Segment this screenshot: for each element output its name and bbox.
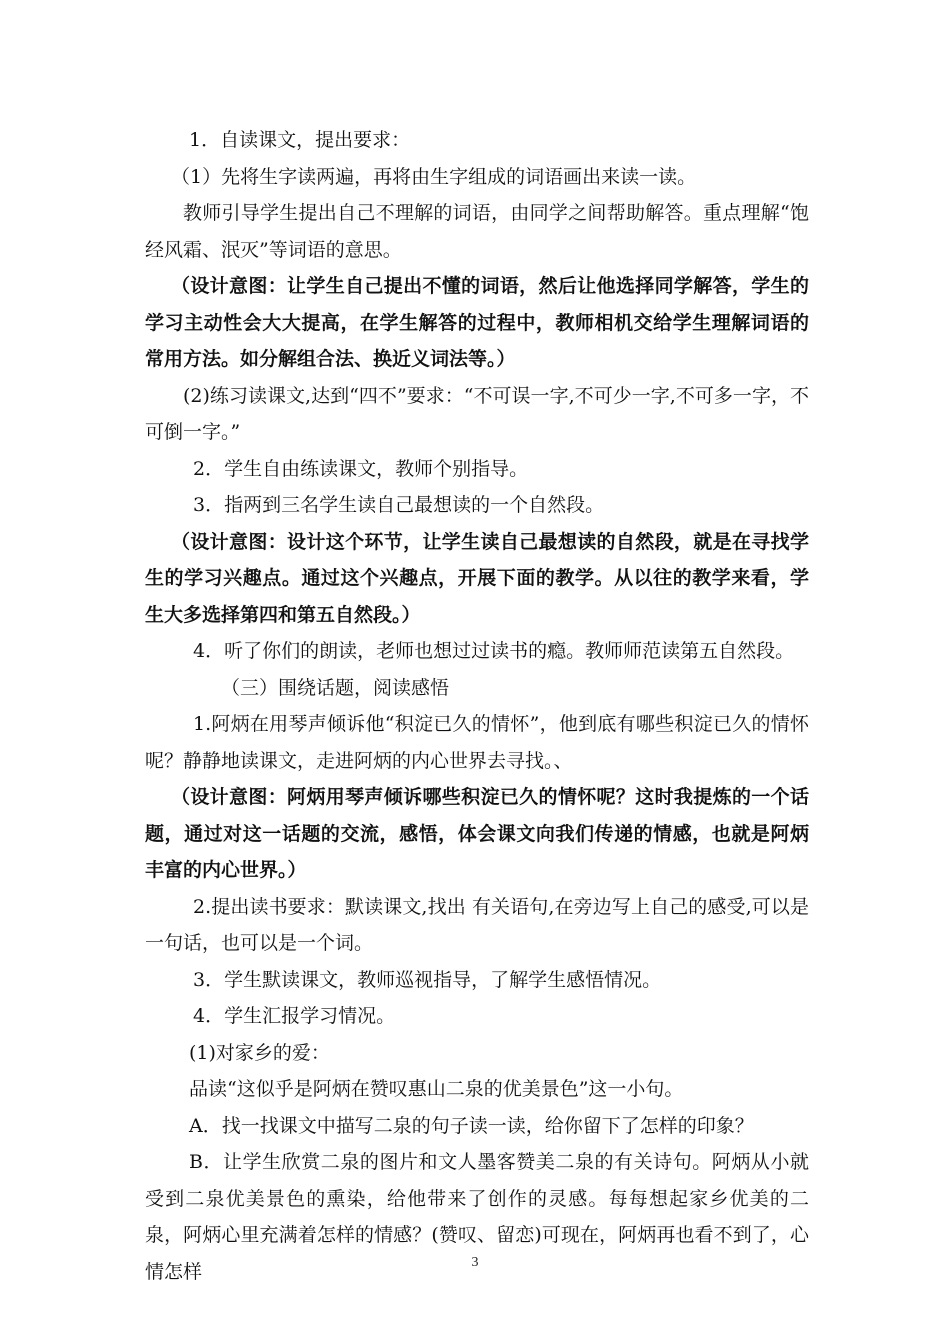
paragraph-item-b: B．让学生欣赏二泉的图片和文人墨客赞美二泉的有关诗句。阿炳从小就受到二泉优美景色的熏染，给他带来了创作的灵感。每每想起家乡优美的二泉，阿炳心里充满着怎样的情感？(赞叹、留恋)可现在，阿炳再也看不到了，心情怎样 <box>145 1151 809 1283</box>
paragraph-step-2: 2．学生自由练读课文，教师个别指导。 <box>193 457 529 480</box>
paragraph-appreciate: 品读“这似乎是阿炳在赞叹惠山二泉的优美景色”这一小句。 <box>189 1078 684 1100</box>
paragraph-topic-2: 2.提出读书要求：默读课文,找出 有关语句,在旁边写上自己的感受,可以是一句话，也可以是一个词。 <box>145 895 809 954</box>
design-intent-2: （设计意图：设计这个环节，让学生读自己最想读的自然段，就是在寻找学生的学习兴趣点。通过这个兴趣点，开展下面的教学。从以往的教学来看，学生大多选择第四和第五自然段。） <box>145 530 809 626</box>
design-intent-1: （设计意图：让学生自己提出不懂的词语，然后让他选择同学解答，学生的学习主动性会大大提高，在学生解答的过程中，教师相机交给学生理解词语的常用方法。如分解组合法、换近义词法等。） <box>145 275 809 370</box>
paragraph-topic-3: 3．学生默读课文，教师巡视指导，了解学生感悟情况。 <box>193 968 662 991</box>
paragraph-teacher-guide: 教师引导学生提出自己不理解的词语，由同学之间帮助解答。重点理解“饱经风霜、泯灭”等词语的意思。 <box>145 202 809 261</box>
paragraph-topic-1: 1.阿炳在用琴声倾诉他“积淀已久的情怀”，他到底有哪些积淀已久的情怀呢？静静地读课文，走进阿炳的内心世界去寻找。、 <box>145 713 809 772</box>
section-heading-3: （三）围绕话题，阅读感悟 <box>221 676 450 699</box>
paragraph-item-a: A．找一找课文中描写二泉的句子读一读，给你留下了怎样的印象？ <box>189 1114 754 1137</box>
design-intent-3: （设计意图：阿炳用琴声倾诉哪些积淀已久的情怀呢？这时我提炼的一个话题，通过对这一话题的交流，感悟，体会课文向我们传递的情感，也就是阿炳丰富的内心世界。） <box>145 786 809 881</box>
paragraph-step-3: 3．指两到三名学生读自己最想读的一个自然段。 <box>193 494 605 516</box>
page-number: 3 <box>471 1255 479 1270</box>
paragraph-step-1: 1．自读课文，提出要求： <box>189 129 411 151</box>
paragraph-topic-4: 4．学生汇报学习情况。 <box>193 1005 396 1027</box>
page-body <box>145 122 809 1290</box>
paragraph-sub-2: (2)练习读课文,达到“四不”要求：“不可误一字,不可少一字,不可多一字，不可倒一字。” <box>145 384 809 443</box>
paragraph-step-4: 4．听了你们的朗读，老师也想过过读书的瘾。教师师范读第五自然段。 <box>193 640 795 662</box>
paragraph-sub-1: （1）先将生字读两遍，再将由生字组成的词语画出来读一读。 <box>171 165 697 188</box>
paragraph-love-home: (1)对家乡的爱： <box>189 1041 330 1064</box>
